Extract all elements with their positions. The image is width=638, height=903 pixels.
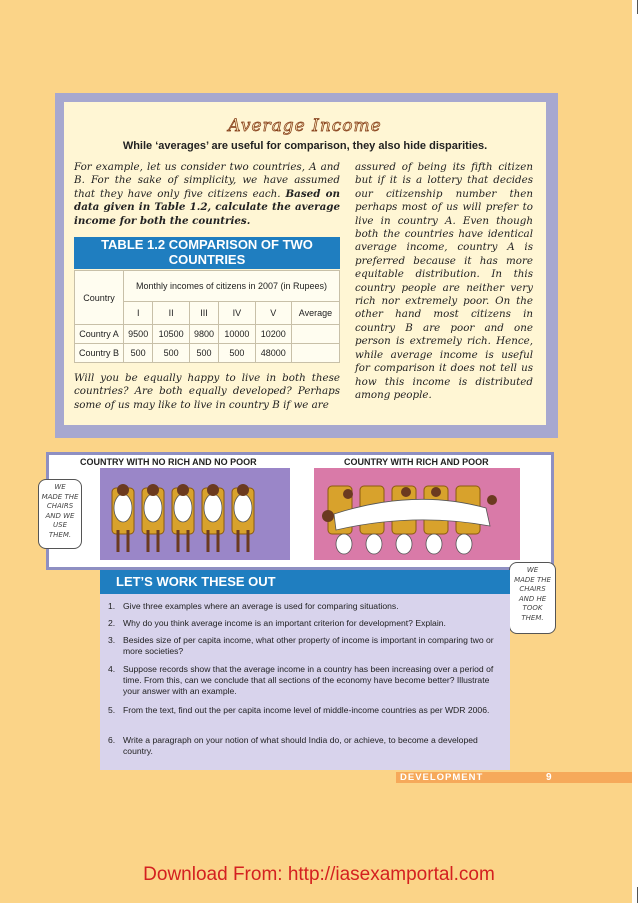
income-group-header: Monthly incomes of citizens in 2007 (in Rupees): [124, 271, 340, 302]
table-heading: [74, 237, 340, 269]
column-header: V: [255, 302, 291, 325]
question-number: 3.: [108, 635, 116, 645]
bubble-line: AND HE: [518, 594, 547, 603]
table-cell: 10200: [255, 325, 291, 344]
table-cell: 500: [124, 344, 153, 363]
after-table-paragraph: Will you be equally happy to live in both these countries? Are both equally developed? Perhaps some of us may like to live in country B if we are: [74, 372, 340, 411]
table-cell: 10500: [153, 325, 189, 344]
bubble-line: WE: [526, 566, 539, 574]
column-header: III: [189, 302, 218, 325]
question-text: Give three examples where an average is used for comparing situations.: [123, 601, 399, 611]
left-paragraph-instruction: Based on data given in Table 1.2, calculate the average income for both the countries.: [74, 187, 340, 227]
question-item: [108, 735, 500, 757]
column-header: II: [153, 302, 189, 325]
table-heading-line2: COUNTRIES: [168, 252, 246, 267]
left-speech-bubble: [38, 479, 82, 549]
comparison-table: [74, 270, 340, 363]
question-number: 4.: [108, 664, 116, 674]
table-cell: 9800: [189, 325, 218, 344]
right-paragraph: assured of being its fifth citizen but if it is a lottery that decides our citizenship number then perhaps most of us will prefer to live in country A. Even though both the countries have identical average income, country A is preferred because it has more equitable distribution. In this country people are neither very rich nor extremely poor. On the other hand most citizens in country B are poor and one person is extremely rich. Hence, while average income is useful for comparison it does not tell us how this income is distributed among people.: [355, 161, 533, 401]
bubble-line: CHAIRS: [519, 585, 546, 593]
column-header: Average: [291, 302, 339, 325]
page-number: 9: [546, 772, 552, 783]
bubble-line: USE: [53, 521, 67, 529]
question-item: [108, 635, 500, 657]
bubble-line: MADE THE: [41, 492, 79, 501]
work-these-out-heading: LET’S WORK THESE OUT: [100, 570, 510, 594]
question-item: [108, 601, 500, 612]
question-number: 6.: [108, 735, 116, 745]
table-row: [75, 325, 340, 344]
left-paragraph-text: For example, let us consider two countries, A and B. For the sake of simplicity, we have assumed that they have only five citizens each.: [74, 161, 340, 200]
question-text: Besides size of per capita income, what other property of income is important in comparing two or more societies?: [123, 635, 494, 656]
question-text: Write a paragraph on your notion of what should India do, or achieve, to become a developed country.: [123, 735, 478, 756]
table-cell-average: [291, 325, 339, 344]
table-cell: 48000: [255, 344, 291, 363]
bubble-line: MADE THE: [514, 575, 551, 584]
table-cell: 500: [189, 344, 218, 363]
right-speech-bubble: [509, 562, 556, 634]
question-number: 1.: [108, 601, 116, 611]
question-text: Why do you think average income is an important criterion for development? Explain.: [123, 618, 446, 628]
column-header: IV: [219, 302, 255, 325]
box-subtitle: While ‘averages’ are useful for comparison, they also hide disparities.: [122, 140, 488, 152]
table-header-row: [75, 271, 340, 302]
question-item: [108, 664, 500, 697]
bubble-line: THEM.: [48, 530, 72, 539]
table-cell: 9500: [124, 325, 153, 344]
table-cell: 10000: [219, 325, 255, 344]
left-illustration-label: COUNTRY WITH NO RICH AND NO POOR: [80, 457, 257, 467]
bubble-line: THEM.: [521, 613, 544, 622]
country-header: Country: [75, 271, 124, 325]
left-paragraph: [74, 161, 340, 228]
table-cell-country: Country B: [75, 344, 124, 363]
bubble-line: AND WE: [45, 511, 75, 520]
table-cell: 500: [219, 344, 255, 363]
right-illustration-label: COUNTRY WITH RICH AND POOR: [344, 457, 489, 467]
bubble-line: TOOK: [522, 604, 543, 612]
table-row: [75, 344, 340, 363]
table-cell-average: [291, 344, 339, 363]
equal-chairs-illustration: [100, 468, 290, 560]
question-number: 5.: [108, 705, 116, 715]
question-text: From the text, find out the per capita income level of middle-income countries as per WDR 2006.: [123, 705, 490, 715]
bubble-line: CHAIRS: [46, 502, 74, 510]
download-link[interactable]: Download From: http://iasexamportal.com: [143, 864, 495, 885]
question-item: [108, 705, 500, 716]
table-heading-line1: TABLE 1.2 COMPARISON OF TWO: [101, 237, 313, 252]
bubble-line: WE: [54, 483, 66, 491]
question-number: 2.: [108, 618, 116, 628]
table-cell-country: Country A: [75, 325, 124, 344]
table-cell: 500: [153, 344, 189, 363]
column-header: I: [124, 302, 153, 325]
question-text: Suppose records show that the average income in a country has been increasing over a period of time. From this, can we conclude that all sections of the economy have become better? Illustrate your answer with an example.: [123, 664, 494, 696]
box-title: Average Income: [228, 116, 382, 136]
question-item: [108, 618, 500, 629]
section-name: DEVELOPMENT: [400, 772, 484, 783]
unequal-chairs-illustration: [314, 468, 520, 560]
